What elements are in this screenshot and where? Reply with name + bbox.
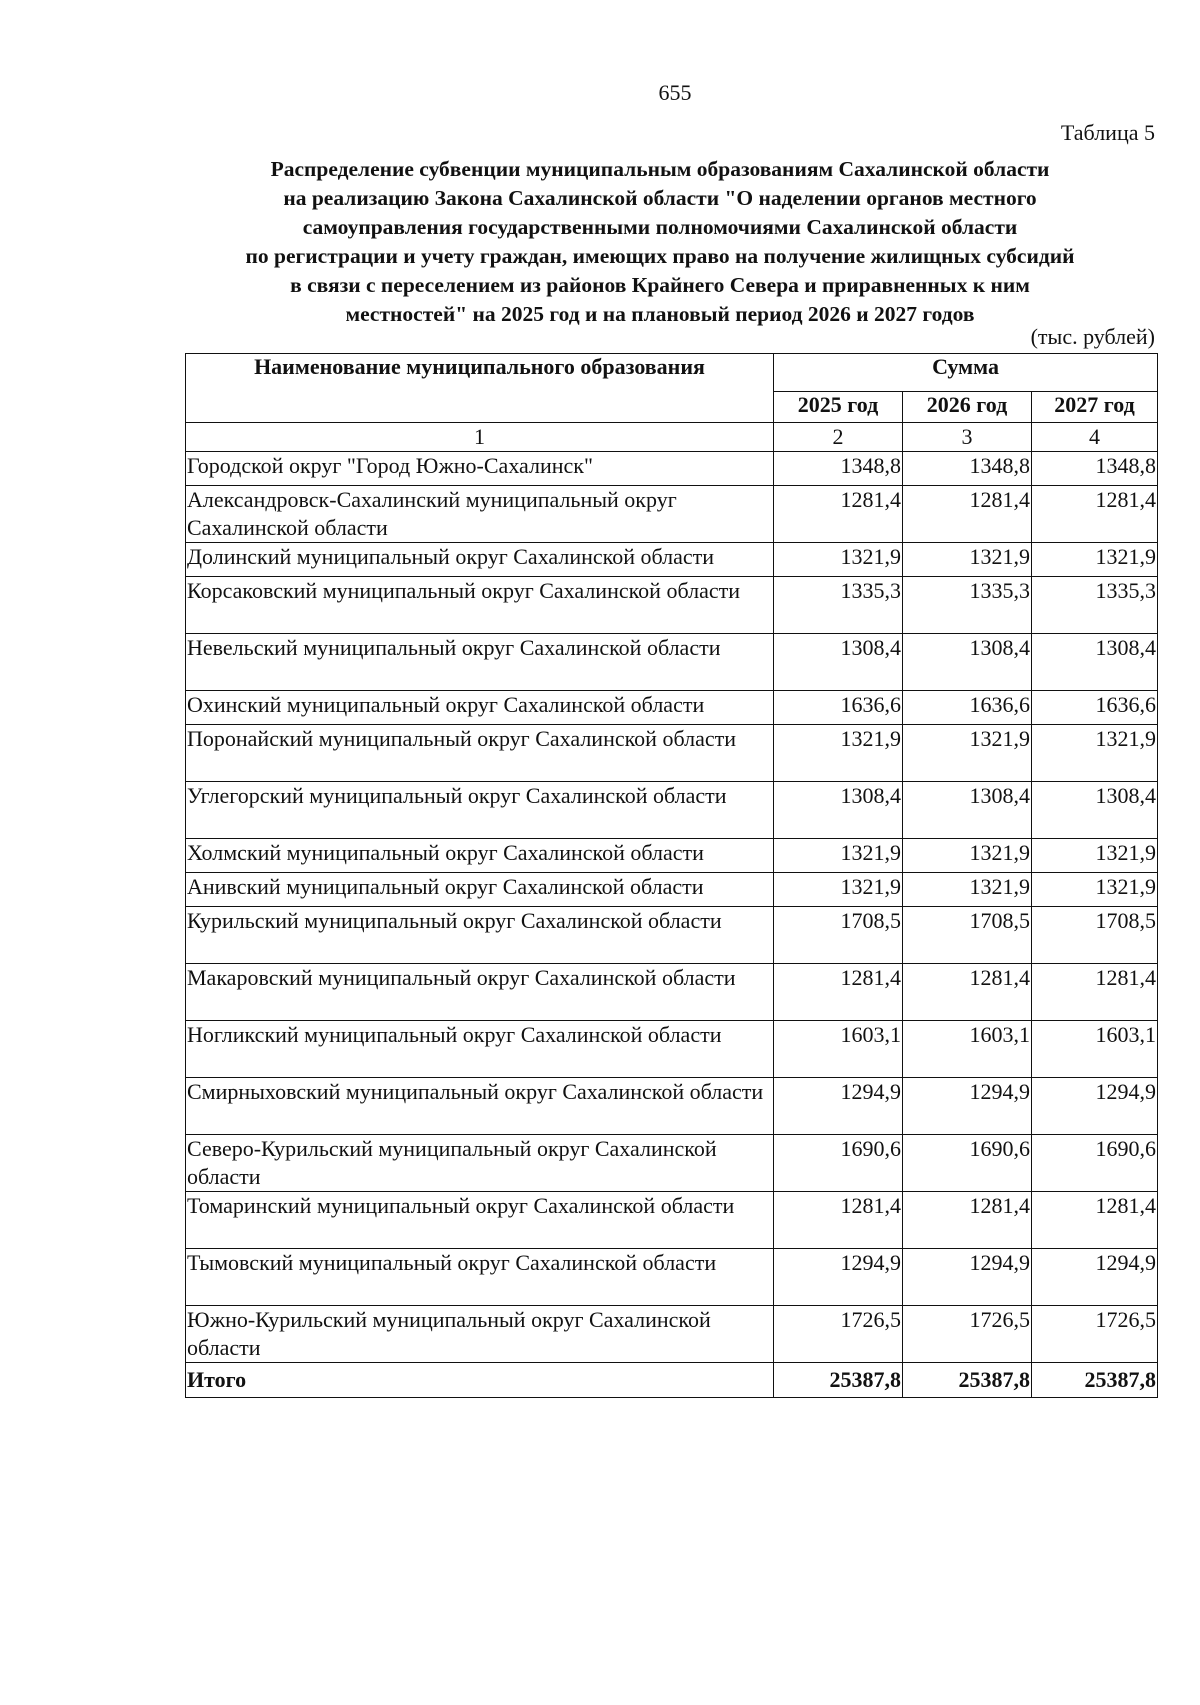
column-number: 2 (774, 423, 903, 452)
value-2026: 1321,9 (903, 873, 1032, 907)
total-2025: 25387,8 (774, 1363, 903, 1398)
value-2026: 1636,6 (903, 691, 1032, 725)
municipality-name: Холмский муниципальный округ Сахалинской области (186, 839, 774, 873)
table-row (186, 725, 1158, 782)
header-sum: Сумма (774, 354, 1158, 392)
value-2027: 1348,8 (1032, 452, 1158, 486)
value-2025: 1636,6 (774, 691, 903, 725)
municipality-name: Смирныховский муниципальный округ Сахалинской области (186, 1078, 774, 1135)
table-row (186, 873, 1158, 907)
title-line: в связи с переселением из районов Крайнего Севера и приравненных к ним (290, 273, 1030, 297)
table-row (186, 1135, 1158, 1192)
value-2027: 1281,4 (1032, 1192, 1158, 1249)
value-2027: 1308,4 (1032, 782, 1158, 839)
value-2025: 1308,4 (774, 634, 903, 691)
table-row (186, 839, 1158, 873)
value-2026: 1690,6 (903, 1135, 1032, 1192)
value-2027: 1708,5 (1032, 907, 1158, 964)
value-2027: 1321,9 (1032, 873, 1158, 907)
total-2026: 25387,8 (903, 1363, 1032, 1398)
value-2026: 1308,4 (903, 634, 1032, 691)
value-2027: 1308,4 (1032, 634, 1158, 691)
column-number-row (186, 423, 1158, 452)
column-number: 1 (186, 423, 774, 452)
value-2025: 1726,5 (774, 1306, 903, 1363)
table-row (186, 1078, 1158, 1135)
value-2027: 1281,4 (1032, 964, 1158, 1021)
municipality-name: Тымовский муниципальный округ Сахалинской области (186, 1249, 774, 1306)
value-2026: 1294,9 (903, 1249, 1032, 1306)
municipality-name: Южно-Курильский муниципальный округ Сахалинской области (186, 1306, 774, 1363)
table-row (186, 543, 1158, 577)
table-row (186, 1021, 1158, 1078)
municipality-name: Поронайский муниципальный округ Сахалинской области (186, 725, 774, 782)
value-2025: 1321,9 (774, 873, 903, 907)
header-year-2027: 2027 год (1032, 391, 1158, 422)
municipality-name: Северо-Курильский муниципальный округ Сахалинской области (186, 1135, 774, 1192)
value-2025: 1708,5 (774, 907, 903, 964)
document-title (185, 155, 1135, 329)
value-2025: 1281,4 (774, 964, 903, 1021)
table-row (186, 634, 1158, 691)
value-2027: 1281,4 (1032, 486, 1158, 543)
value-2025: 1281,4 (774, 486, 903, 543)
column-number: 3 (903, 423, 1032, 452)
municipality-name: Долинский муниципальный округ Сахалинской области (186, 543, 774, 577)
value-2026: 1348,8 (903, 452, 1032, 486)
municipality-name: Охинский муниципальный округ Сахалинской области (186, 691, 774, 725)
header-name: Наименование муниципального образования (186, 354, 774, 423)
municipality-name: Макаровский муниципальный округ Сахалинской области (186, 964, 774, 1021)
value-2025: 1294,9 (774, 1078, 903, 1135)
value-2026: 1321,9 (903, 725, 1032, 782)
value-2027: 1321,9 (1032, 725, 1158, 782)
value-2025: 1308,4 (774, 782, 903, 839)
units-label: (тыс. рублей) (1030, 324, 1155, 349)
value-2025: 1321,9 (774, 543, 903, 577)
table-row (186, 1249, 1158, 1306)
value-2026: 1281,4 (903, 1192, 1032, 1249)
municipality-name: Александровск-Сахалинский муниципальный округ Сахалинской области (186, 486, 774, 543)
value-2025: 1321,9 (774, 839, 903, 873)
value-2025: 1348,8 (774, 452, 903, 486)
header-year-2026: 2026 год (903, 391, 1032, 422)
title-line: Распределение субвенции муниципальным образованиям Сахалинской области (270, 157, 1050, 181)
value-2025: 1281,4 (774, 1192, 903, 1249)
table-row (186, 964, 1158, 1021)
value-2026: 1281,4 (903, 964, 1032, 1021)
municipality-name: Томаринский муниципальный округ Сахалинской области (186, 1192, 774, 1249)
table-row (186, 1306, 1158, 1363)
table-row (186, 452, 1158, 486)
table-row (186, 907, 1158, 964)
title-line: на реализацию Закона Сахалинской области "О наделении органов местного (283, 186, 1037, 210)
title-line: по регистрации и учету граждан, имеющих право на получение жилищных субсидий (245, 244, 1075, 268)
page-number: 655 (658, 80, 692, 105)
value-2026: 1603,1 (903, 1021, 1032, 1078)
value-2025: 1335,3 (774, 577, 903, 634)
table-row (186, 782, 1158, 839)
table-row (186, 691, 1158, 725)
municipality-name: Корсаковский муниципальный округ Сахалинской области (186, 577, 774, 634)
table-row (186, 1192, 1158, 1249)
column-number: 4 (1032, 423, 1158, 452)
municipality-name: Невельский муниципальный округ Сахалинской области (186, 634, 774, 691)
title-line: самоуправления государственными полномочиями Сахалинской области (302, 215, 1018, 239)
value-2026: 1308,4 (903, 782, 1032, 839)
municipality-name: Углегорский муниципальный округ Сахалинской области (186, 782, 774, 839)
value-2025: 1321,9 (774, 725, 903, 782)
value-2026: 1335,3 (903, 577, 1032, 634)
header-year-2025: 2025 год (774, 391, 903, 422)
value-2026: 1708,5 (903, 907, 1032, 964)
municipality-name: Ногликский муниципальный округ Сахалинской области (186, 1021, 774, 1078)
value-2025: 1294,9 (774, 1249, 903, 1306)
value-2026: 1321,9 (903, 543, 1032, 577)
table-row (186, 486, 1158, 543)
value-2026: 1321,9 (903, 839, 1032, 873)
total-label: Итого (186, 1363, 774, 1398)
value-2027: 1690,6 (1032, 1135, 1158, 1192)
value-2027: 1603,1 (1032, 1021, 1158, 1078)
title-line: местностей" на 2025 год и на плановый период 2026 и 2027 годов (345, 302, 975, 326)
value-2025: 1690,6 (774, 1135, 903, 1192)
total-row (186, 1363, 1158, 1398)
municipality-name: Анивский муниципальный округ Сахалинской области (186, 873, 774, 907)
value-2026: 1294,9 (903, 1078, 1032, 1135)
table-row (186, 577, 1158, 634)
municipality-name: Курильский муниципальный округ Сахалинской области (186, 907, 774, 964)
subsidy-table (185, 353, 1158, 1398)
value-2027: 1335,3 (1032, 577, 1158, 634)
value-2026: 1726,5 (903, 1306, 1032, 1363)
value-2025: 1603,1 (774, 1021, 903, 1078)
value-2027: 1726,5 (1032, 1306, 1158, 1363)
value-2027: 1636,6 (1032, 691, 1158, 725)
value-2027: 1294,9 (1032, 1078, 1158, 1135)
municipality-name: Городской округ "Город Южно-Сахалинск" (186, 452, 774, 486)
total-2027: 25387,8 (1032, 1363, 1158, 1398)
value-2027: 1321,9 (1032, 839, 1158, 873)
value-2027: 1294,9 (1032, 1249, 1158, 1306)
value-2026: 1281,4 (903, 486, 1032, 543)
value-2027: 1321,9 (1032, 543, 1158, 577)
table-label: Таблица 5 (1060, 120, 1155, 145)
